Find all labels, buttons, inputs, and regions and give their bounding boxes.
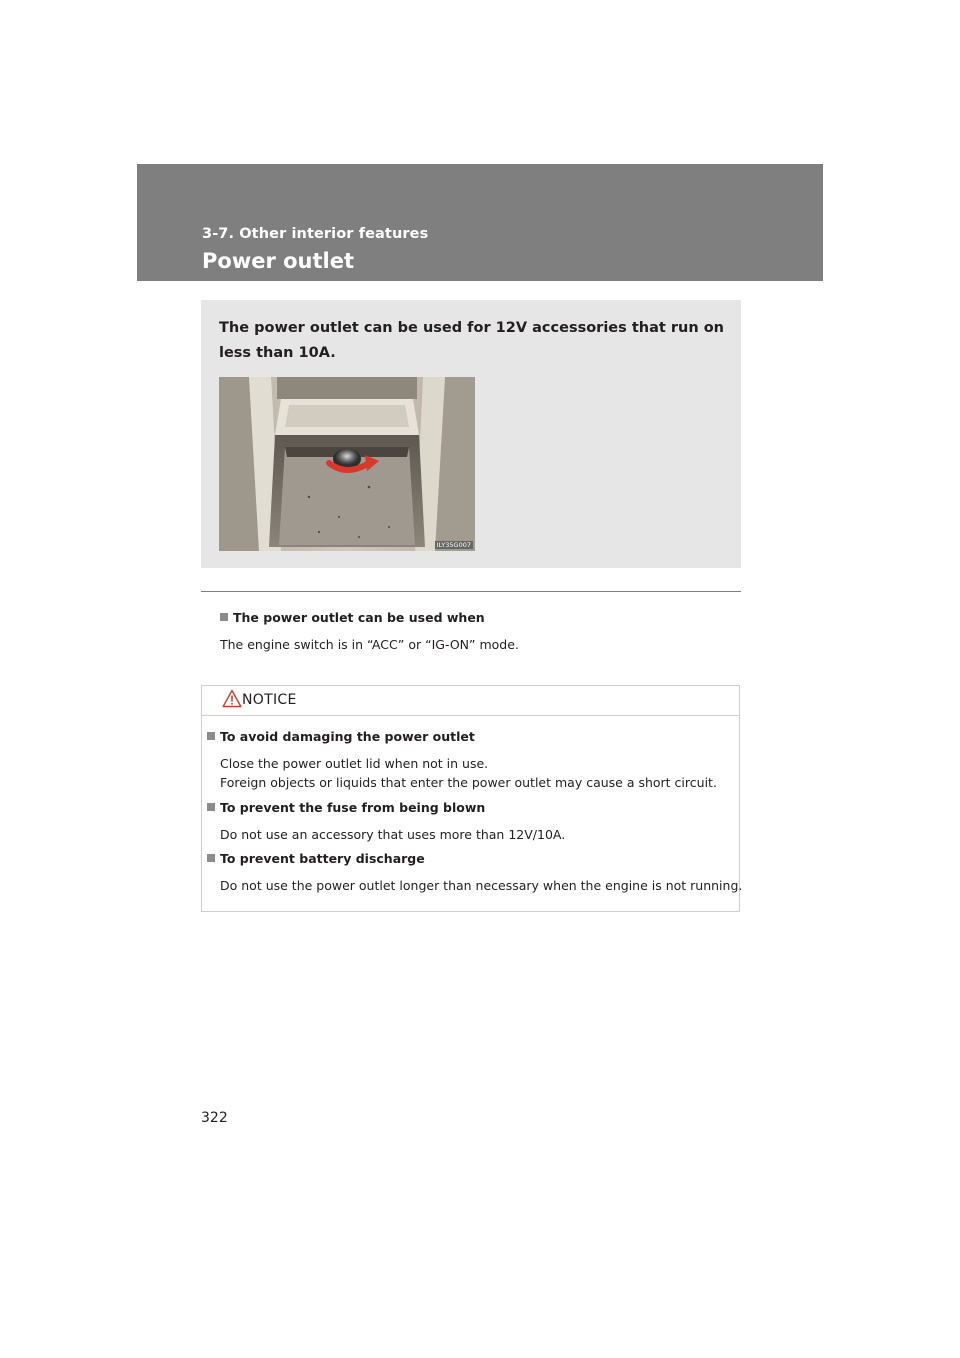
notice-item-body: Do not use an accessory that uses more than 12V/10A. <box>220 827 566 842</box>
notice-header <box>202 686 739 716</box>
notice-item-heading: To prevent battery discharge <box>207 851 425 866</box>
notice-label: NOTICE <box>242 692 297 708</box>
intro-text: The power outlet can be used for 12V accessories that run on less than 10A. <box>219 320 724 361</box>
notice-item-body: Do not use the power outlet longer than necessary when the engine is not running. <box>220 878 743 893</box>
warning-triangle-icon <box>222 689 242 712</box>
page-number: 322 <box>201 1110 228 1126</box>
bullet-square-icon <box>207 803 215 811</box>
notice-item-body: Close the power outlet lid when not in use. Foreign objects or liquids that enter the power outlet may cause a short circuit. <box>220 756 717 790</box>
info-heading: The power outlet can be used when <box>220 610 485 625</box>
info-body: The engine switch is in “ACC” or “IG-ON” mode. <box>220 637 519 652</box>
bullet-square-icon <box>207 854 215 862</box>
bullet-square-icon <box>207 732 215 740</box>
notice-item-heading: To avoid damaging the power outlet <box>207 729 475 744</box>
page-title: Power outlet <box>202 249 355 273</box>
section-label: 3-7. Other interior features <box>202 226 429 242</box>
image-code: ILY35G007 <box>436 541 471 549</box>
section-divider <box>201 591 741 592</box>
bullet-square-icon <box>220 613 228 621</box>
power-outlet-photo <box>219 377 475 551</box>
notice-item-heading: To prevent the fuse from being blown <box>207 800 485 815</box>
